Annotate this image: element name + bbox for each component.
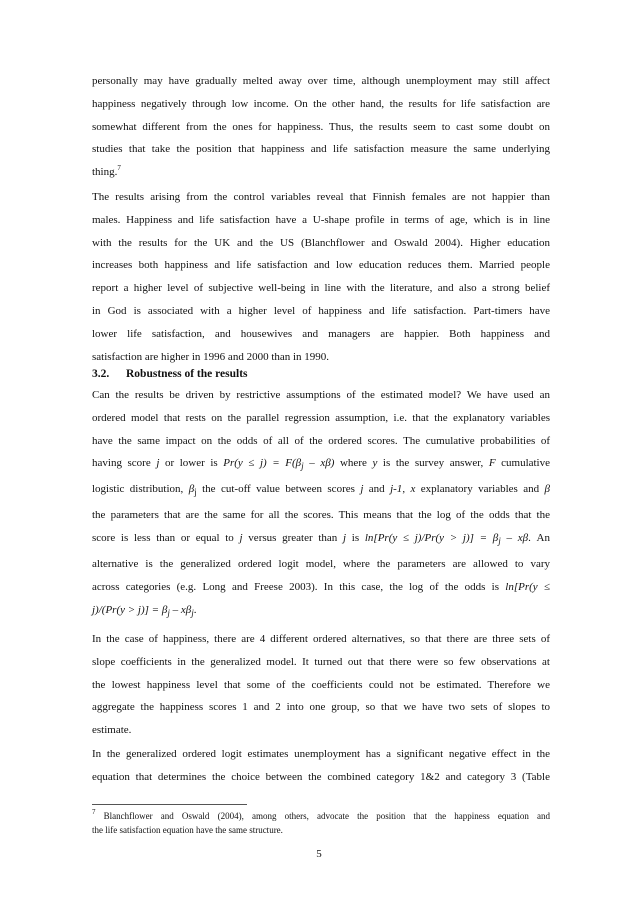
text-line: somewhat different from the ones for happiness. Thus, the results seem to cast some doubt on (92, 120, 550, 133)
math-fragment: β (544, 483, 551, 496)
math-fragment: j (156, 457, 160, 470)
text-line: aggregate the happiness scores 1 and 2 into one group, so that we have two sets of slopes to (92, 701, 550, 714)
math-fragment: – xβ (169, 603, 192, 616)
text-line: Can the results be driven by restrictive assumptions of the estimated model? We have used an (92, 389, 550, 401)
math-fragment: j (343, 532, 347, 545)
math-fragment: ln[Pr(y ≤ j)/Pr(y > j)] = β (364, 532, 499, 545)
math-fragment: j (360, 483, 364, 496)
math-subscript: j (301, 461, 304, 472)
text-fragment: . (193, 603, 197, 616)
text-fragment: or lower is (159, 457, 224, 470)
math-fragment: – xβ) (303, 457, 335, 470)
text-fragment: across categories (e.g. Long and Freese 2003). In this case, the log of the odds is (92, 580, 506, 593)
math-subscript: j (498, 536, 501, 547)
text-line: with the results for the UK and the US (Blanchflower and Oswald 2004). Higher education (92, 236, 550, 249)
text-line: The results arising from the control variables reveal that Finnish females are not happier than (92, 191, 550, 203)
math-subscript: j (194, 487, 197, 498)
text-line: the lowest happiness level that some of the coefficients could not be estimated. Therefore we (92, 678, 550, 691)
math-fragment: j (239, 532, 243, 545)
text-fragment: having score (92, 457, 157, 470)
text-line: have the same impact on the odds of all of the ordered scores. The cumulative probabilities of (92, 434, 550, 447)
math-fragment: ln[Pr(y ≤ (505, 580, 550, 593)
text-fragment: score is less than or equal to (92, 532, 240, 545)
text-line: the life satisfaction equation have the same structure. (92, 824, 283, 835)
paragraph-generalized-model (92, 628, 550, 742)
text-fragment: the cut-off value between scores (196, 483, 361, 496)
text-line: equation that determines the choice between the combined category 1&2 and category 3 (Table (92, 770, 550, 783)
text-line: satisfaction are higher in 1996 and 2000 than in 1990. (92, 350, 330, 363)
section-heading (92, 368, 248, 380)
footnote (92, 810, 550, 837)
math-fragment: x (410, 483, 416, 496)
footnote-number: 7 (92, 808, 96, 816)
text-line (92, 452, 550, 478)
footnote-divider (92, 804, 247, 805)
text-line: studies that take the position that happiness and life satisfaction measure the same underlying (92, 143, 550, 156)
text-line: estimate. (92, 724, 132, 737)
text-line: report a higher level of subjective well-being in line with the literature, and also a strong belief (92, 282, 550, 295)
section-title: Robustness of the results (126, 368, 248, 380)
page-number: 5 (316, 848, 322, 860)
paragraph-unemployment-effect (92, 743, 550, 789)
text-fragment: . An (528, 532, 550, 545)
math-subscript: j (167, 607, 170, 618)
text-fragment: Blanchflower and Oswald (2004), among others, advocate the position that the happiness equation and (95, 811, 550, 821)
paragraph-happiness-vs-satisfaction (92, 70, 550, 184)
text-line: personally may have gradually melted away over time, although unemployment may still affect (92, 75, 550, 87)
math-fragment: y (372, 457, 378, 470)
text-line (92, 478, 550, 504)
text-line: the parameters that are the same for all the scores. This means that the log of the odds that the (92, 509, 550, 522)
math-fragment: β (188, 483, 195, 496)
text-line (92, 810, 550, 824)
text-fragment: is (346, 532, 365, 545)
text-fragment: versus greater than (242, 532, 344, 545)
text-line: increases both happiness and life satisfaction and low education reduces them. Married people (92, 259, 550, 272)
math-fragment (364, 532, 529, 547)
text-fragment: is the survey answer, (377, 457, 489, 470)
paragraph-robustness (92, 384, 550, 625)
text-fragment: logistic distribution, (92, 483, 189, 496)
text-line (92, 161, 550, 184)
text-line: In the case of happiness, there are 4 different ordered alternatives, so that there are three sets of (92, 633, 550, 645)
math-fragment (223, 457, 335, 472)
text-fragment: thing. (92, 166, 118, 179)
text-fragment: and (363, 483, 391, 496)
section-number: 3.2. (92, 368, 110, 380)
text-fragment: where (334, 457, 373, 470)
text-line: alternative is the generalized ordered logit model, where the parameters are allowed to vary (92, 558, 550, 571)
math-fragment: – xβ (500, 532, 529, 545)
text-fragment: , (402, 483, 411, 496)
math-fragment (92, 604, 194, 616)
math-subscript: j (191, 607, 194, 618)
math-fragment: j-1 (390, 483, 403, 496)
text-line: ordered model that rests on the parallel regression assumption, i.e. that the explanatory variables (92, 411, 550, 424)
math-fragment: F (488, 457, 496, 470)
text-fragment: cumulative (495, 457, 550, 470)
math-fragment: Pr(y ≤ j) = F(β (223, 457, 302, 470)
text-line: males. Happiness and life satisfaction have a U-shape profile in terms of age, which is in line (92, 213, 550, 226)
text-line: happiness negatively through low income. On the other hand, the results for life satisfaction are (92, 97, 550, 110)
paragraph-control-variables (92, 186, 550, 368)
text-line (92, 599, 550, 625)
text-fragment: explanatory variables and (415, 483, 545, 496)
text-line: in God is associated with a higher level of happiness and life satisfaction. Part-timers have (92, 304, 550, 317)
text-line (92, 576, 550, 599)
text-line: In the generalized ordered logit estimates unemployment has a significant negative effect in the (92, 748, 550, 760)
text-line: lower life satisfaction, and housewives and managers are happier. Both happiness and (92, 327, 550, 340)
math-fragment: j)/(Pr(y > j)] = β (92, 603, 168, 616)
footnote-marker: 7 (117, 163, 121, 172)
text-line (92, 527, 550, 553)
text-line: slope coefficients in the generalized model. It turned out that there were so few observations at (92, 655, 550, 668)
